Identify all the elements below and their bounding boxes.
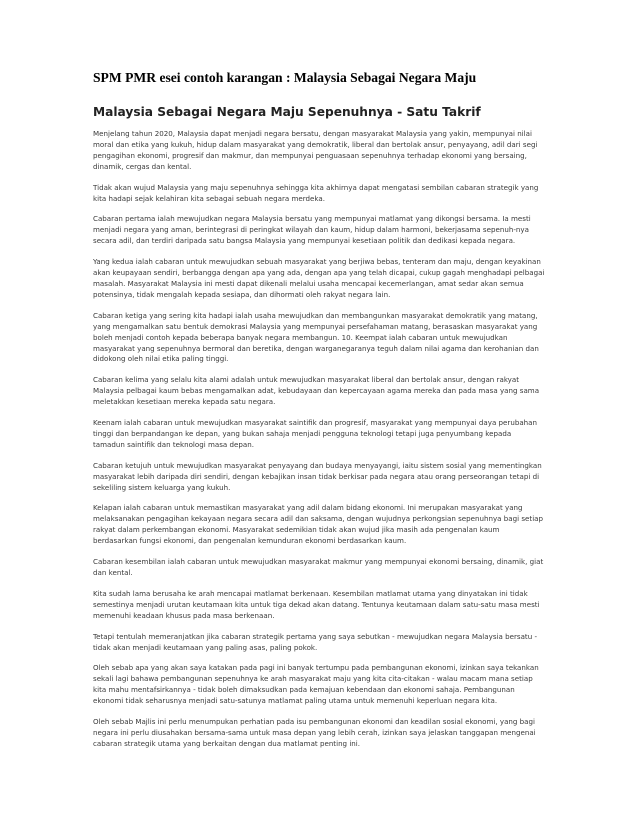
paragraph: Cabaran kesembilan ialah cabaran untuk mewujudkan masyarakat makmur yang mempunyai ekonomi bersaing, dinamik, giat dan kental. <box>93 557 544 577</box>
paragraph: Menjelang tahun 2020, Malaysia dapat menjadi negara bersatu, dengan masyarakat Malaysia yang yakin, mempunyai nilai moral dan etika yang kukuh, hidup dalam masyarakat yang demokratik, liberal dan bertolak ansur, penyayang, adil dari segi pengagihan ekonomi, progresif dan makmur, dan mempunyai penguasaan sepenuhnya terhadap ekonomi yang bersaing, dinamik, cergas dan kental. <box>93 129 538 171</box>
paragraph: Cabaran ketujuh untuk mewujudkan masyarakat penyayang dan budaya menyayangi, iaitu sistem sosial yang mementingkan masyarakat lebih daripada diri sendiri, dengan kebajikan insan tidak berkisar pada negara atau orang perseorangan tetapi di sekeliling sistem keluarga yang kukuh. <box>93 460 542 492</box>
paragraph: Cabaran pertama ialah mewujudkan negara Malaysia bersatu yang mempunyai matlamat yang dikongsi bersama. Ia mesti menjadi negara yang aman, berintegrasi di peringkat wilayah dan kaum, hidup dalam harmoni, bekerjasama sepenuh-nya secara adil, dan terdiri daripada satu bangsa Malaysia yang mempunyai kesetiaan politik dan dedikasi kepada negara. <box>93 214 531 246</box>
document-subtitle: Malaysia Sebagai Negara Maju Sepenuhnya - Satu Takrif <box>93 105 481 119</box>
paragraph: Tetapi tentulah memeranjatkan jika cabaran strategik pertama yang saya sebutkan - mewujudkan negara Malaysia bersatu - tidak akan menjadi keutamaan yang paling asas, paling pokok. <box>93 631 538 652</box>
paragraph: Yang kedua ialah cabaran untuk mewujudkan sebuah masyarakat yang berjiwa bebas, tenteram dan maju, dengan keyakinan akan keupayaan sendiri, berbangga dengan apa yang ada, dengan apa yang telah dicapai, cukup gagah menghadapi pelbagai masalah. Masyarakat Malaysia ini mesti dapat dikenali melalui usaha mencapai kecemerlangan, amat sedar akan semua potensinya, tidak mengalah kepada sesiapa, dan dihormati oleh rakyat negara lain. <box>93 257 545 299</box>
paragraph: Kelapan ialah cabaran untuk memastikan masyarakat yang adil dalam bidang ekonomi. Ini merupakan masyarakat yang melaksanakan pengagihan kekayaan negara secara adil dan saksama, dengan wujudnya perkongsian sepenuhnya bagi setiap rakyat dalam perkembangan ekonomi. Masyarakat sedemikian tidak akan wujud jika masih ada pengenalan kaum berdasarkan fungsi ekonomi, dan pengenalan kemunduran ekonomi berdasarkan kaum. <box>93 503 544 546</box>
paragraph: Tidak akan wujud Malaysia yang maju sepenuhnya sehingga kita akhirnya dapat mengatasi sembilan cabaran strategik yang kita hadapi sejak kelahiran kita sebagai sebuah negara merdeka. <box>93 182 539 203</box>
paragraph: Oleh sebab Majlis ini perlu menumpukan perhatian pada isu pembangunan ekonomi dan keadilan sosial ekonomi, yang bagi negara ini perlu diusahakan bersama-sama untuk masa depan yang lebih cerah, izinkan saya jelaskan tanggapan mengenai cabaran strategik utama yang berkaitan dengan dua matlamat penting ini. <box>93 717 536 748</box>
document-page <box>93 70 545 760</box>
paragraph: Cabaran ketiga yang sering kita hadapi ialah usaha mewujudkan dan membangunkan masyarakat demokratik yang matang, yang mengamalkan satu bentuk demokrasi Malaysia yang mempunyai persefahaman matang, berasaskan masyarakat yang boleh menjadi contoh kepada beberapa banyak negara membangun. 10. Keempat ialah cabaran untuk mewujudkan masyarakat yang sepenuhnya bermoral dan beretika, dengan warganegaranya teguh dalam nilai agama dan kerohanian dan didokong oleh nilai etika paling tinggi. <box>93 310 539 364</box>
paragraph: Cabaran kelima yang selalu kita alami adalah untuk mewujudkan masyarakat liberal dan bertolak ansur, dengan rakyat Malaysia pelbagai kaum bebas mengamalkan adat, kebudayaan dan kepercayaan agama mereka dan pada masa yang sama meletakkan kesetiaan mereka kepada satu negara. <box>93 375 540 407</box>
document-title: SPM PMR esei contoh karangan : Malaysia Sebagai Negara Maju <box>93 70 477 85</box>
document-body <box>93 129 545 750</box>
paragraph: Keenam ialah cabaran untuk mewujudkan masyarakat saintifik dan progresif, masyarakat yang mempunyai daya perubahan tinggi dan berpandangan ke depan, yang bukan sahaja menjadi pengguna teknologi tetapi juga penyumbang kepada tamadun saintifik dan teknologi masa depan. <box>93 418 538 449</box>
paragraph: Kita sudah lama berusaha ke arah mencapai matlamat berkenaan. Kesembilan matlamat utama yang dinyatakan ini tidak semestinya menjadi urutan keutamaan kita untuk tiga dekad akan datang. Tentunya keutamaan dalam satu-satu masa mesti memenuhi keadaan khusus pada masa berkenaan. <box>93 588 540 620</box>
paragraph: Oleh sebab apa yang akan saya katakan pada pagi ini banyak tertumpu pada pembangunan ekonomi, izinkan saya tekankan sekali lagi bahawa pembangunan sepenuhnya ke arah masyarakat maju yang kita cita-citakan - walau macam mana setiap kita mahu mentafsirkannya - tidak boleh dimaksudkan pada kemajuan kebendaan dan ekonomi sahaja. Pembangunan ekonomi tidak seharusnya menjadi satu-satunya matlamat paling utama untuk memenuhi keperluan negara kita. <box>93 663 539 706</box>
